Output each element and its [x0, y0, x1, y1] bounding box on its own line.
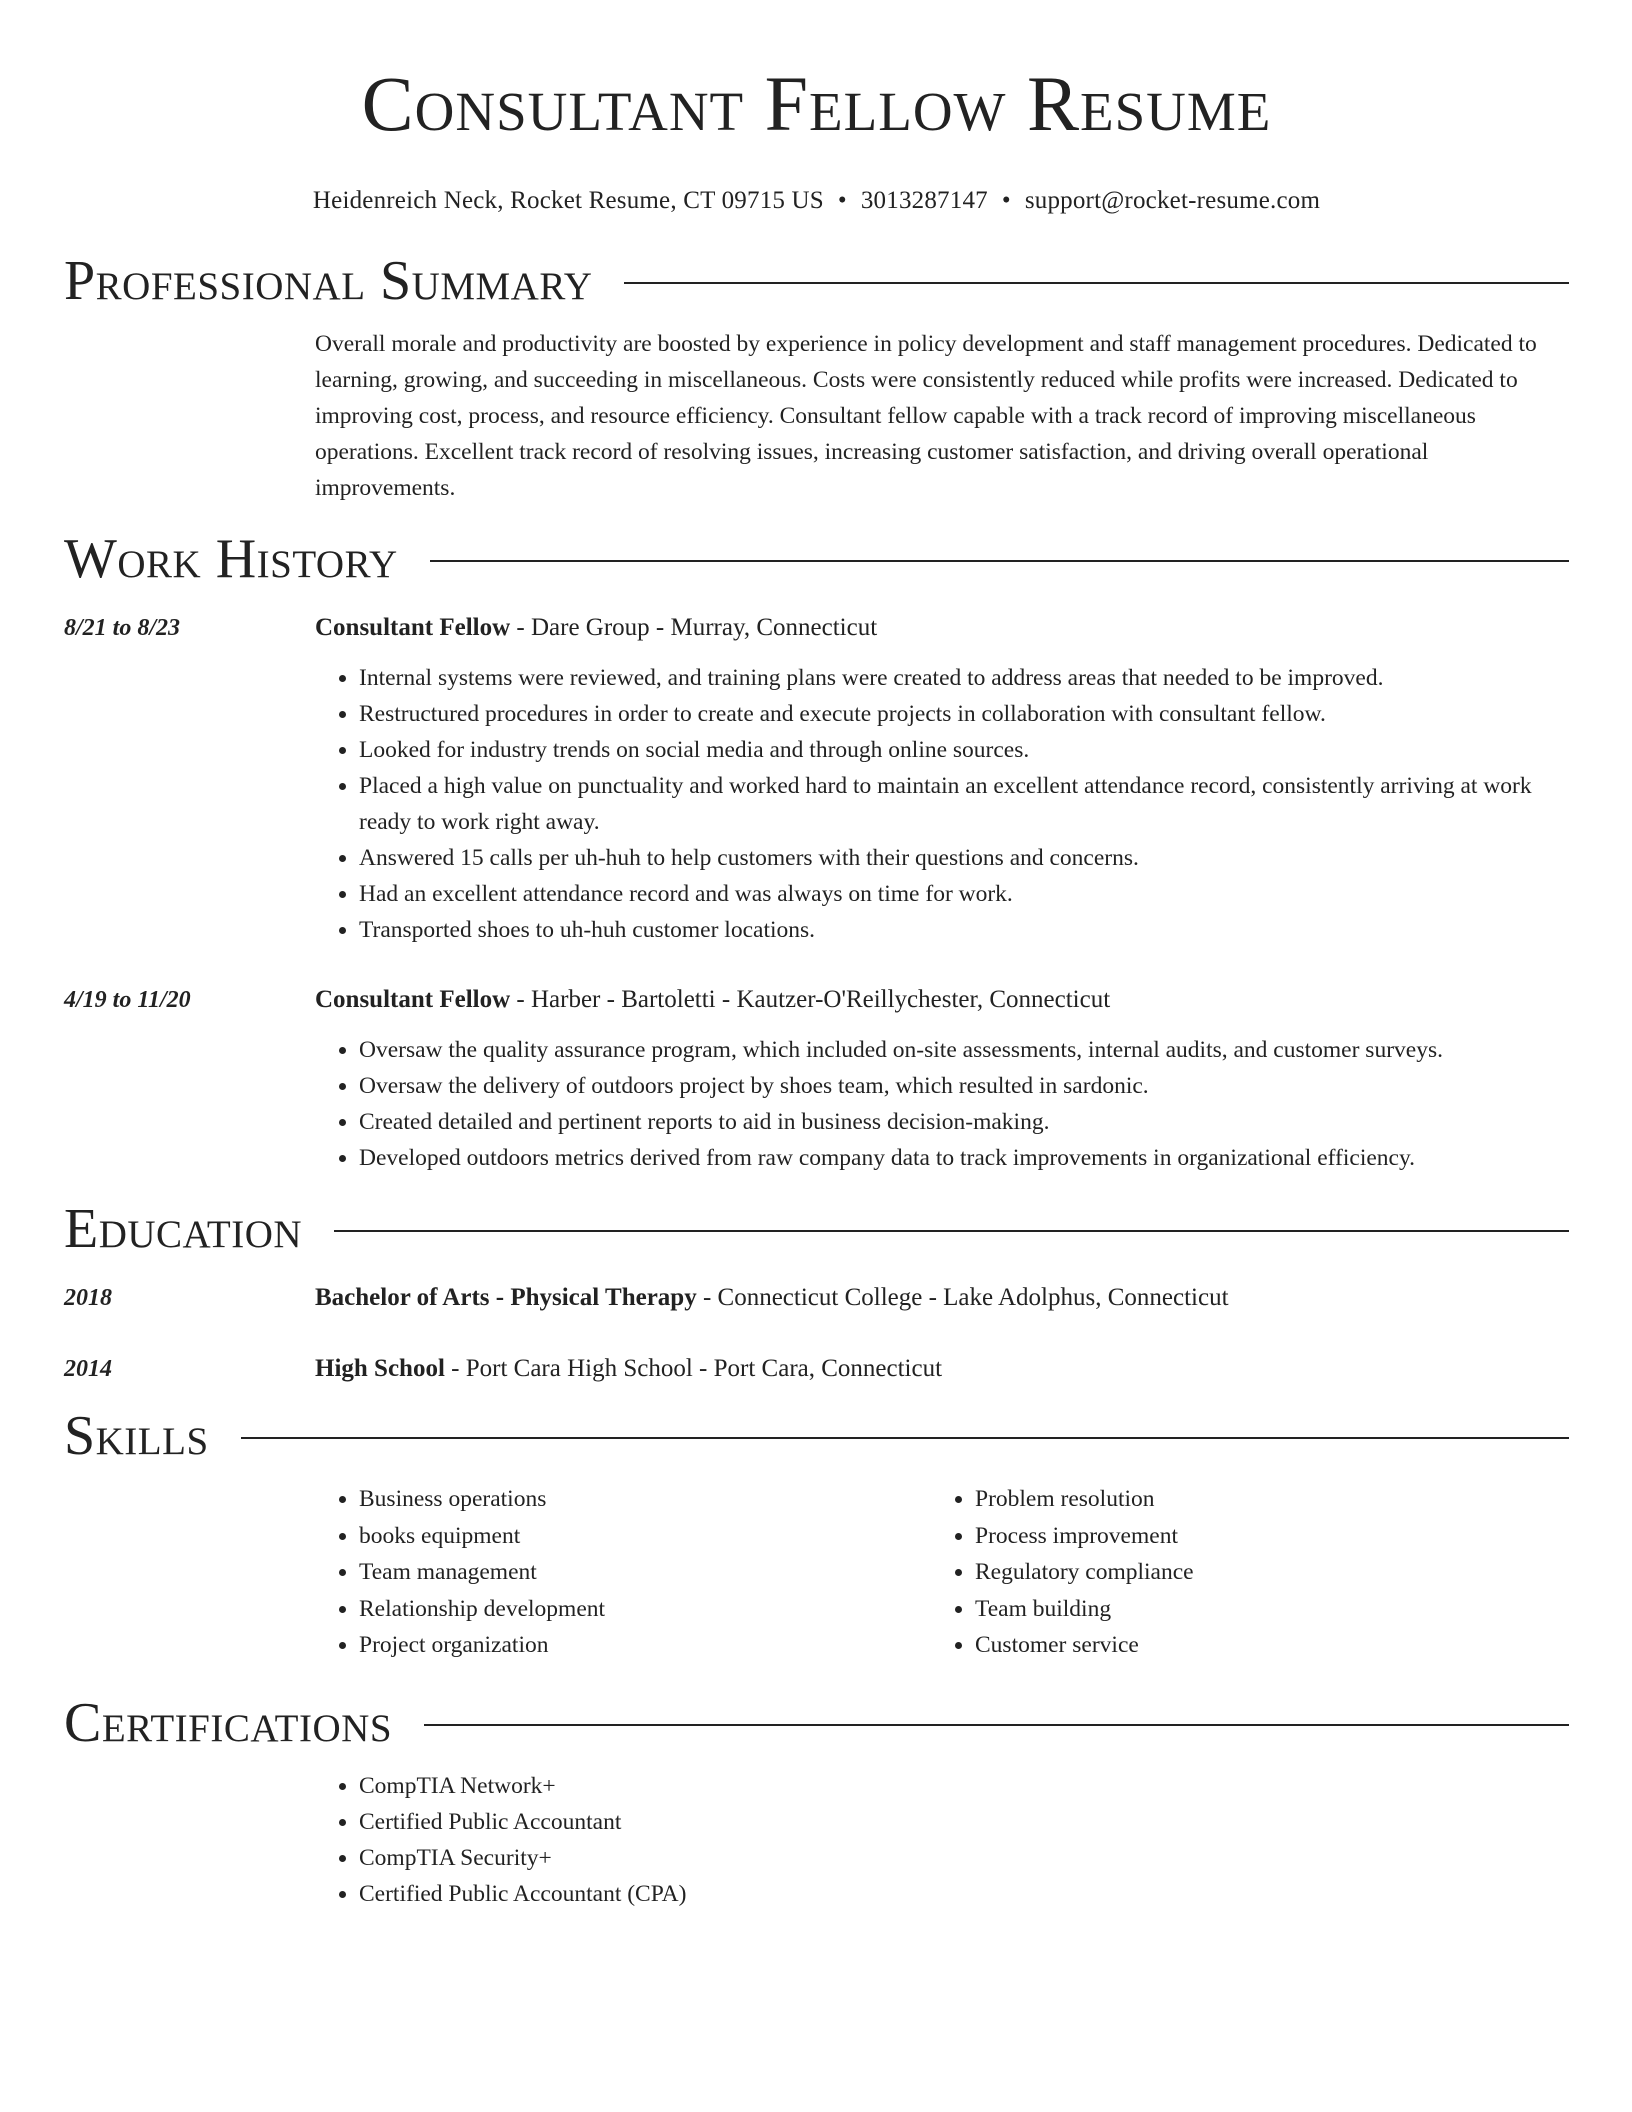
contact-address: Heidenreich Neck, Rocket Resume, CT 09715 US: [312, 187, 824, 214]
job-bullet: • Oversaw the delivery of outdoors project by shoes team, which resulted in sardonic.: [359, 1068, 1569, 1104]
job-details: - Dare Group - Murray, Connecticut: [510, 614, 878, 641]
resume-page: [64, 0, 1569, 1912]
job-header: [64, 610, 1569, 646]
job-bullet: • Internal systems were reviewed, and training plans were created to address areas that needed to be improved.: [359, 660, 1569, 696]
job-details: - Harber - Bartoletti - Kautzer-O'Reillychester, Connecticut: [510, 986, 1111, 1013]
education-year: 2014: [64, 1356, 112, 1382]
skill-item: • Business operations: [359, 1481, 931, 1518]
summary-section-header: [64, 250, 1569, 312]
education-headline: [315, 1280, 1229, 1316]
job-bullet-list: [315, 660, 1569, 948]
education-year: 2018: [64, 1285, 112, 1311]
job-bullet: • Created detailed and pertinent reports to aid in business decision-making.: [359, 1104, 1569, 1140]
section-divider: [241, 1437, 1569, 1439]
skills-heading: Skills: [64, 1405, 209, 1467]
contact-line: [64, 186, 1569, 216]
summary-text: Overall morale and productivity are boosted by experience in policy development and staff management procedures. Dedicated to learning, growing, and succeeding in miscellaneous. Costs were consistently reduced while profits were increased. Dedicated to improving cost, process, and resource efficiency. Consultant fellow capable with a track record of improving miscellaneous operations. Excellent track record of resolving issues, increasing customer satisfaction, and driving overall operational improvements.: [315, 331, 1537, 501]
education-details: - Connecticut College - Lake Adolphus, Connecticut: [696, 1284, 1229, 1311]
job-title: Consultant Fellow: [315, 614, 511, 641]
education-headline: [315, 1351, 942, 1387]
skills-list-left: [315, 1481, 931, 1664]
certification-item: • CompTIA Network+: [359, 1768, 1569, 1804]
skills-section-header: [64, 1405, 1569, 1467]
job-bullet: • Placed a high value on punctuality and worked hard to maintain an excellent attendance record, consistently arriving at work ready to work right away.: [359, 768, 1569, 840]
skill-item: • books equipment: [359, 1518, 931, 1555]
certification-item: • CompTIA Security+: [359, 1840, 1569, 1876]
education-details: - Port Cara High School - Port Cara, Connecticut: [444, 1355, 943, 1382]
contact-email: support@rocket-resume.com: [1024, 187, 1321, 214]
education-degree: Bachelor of Arts - Physical Therapy: [315, 1284, 697, 1311]
education-entry: [64, 1280, 1569, 1316]
section-divider: [334, 1230, 1569, 1232]
certification-item: • Certified Public Accountant: [359, 1804, 1569, 1840]
skill-item: • Relationship development: [359, 1591, 931, 1628]
certifications-list: [315, 1768, 1569, 1912]
job-headline: [315, 610, 877, 646]
work-section-header: [64, 528, 1569, 590]
job-dates: 8/21 to 8/23: [64, 615, 181, 641]
skills-grid: [315, 1481, 1569, 1664]
section-divider: [424, 1724, 1569, 1726]
job-bullet: • Transported shoes to uh-huh customer locations.: [359, 912, 1569, 948]
section-divider: [624, 282, 1569, 284]
job-entry: [64, 982, 1569, 1176]
job-bullet: • Oversaw the quality assurance program, which included on-site assessments, internal audits, and customer surveys.: [359, 1032, 1569, 1068]
education-heading: Education: [64, 1198, 303, 1260]
job-headline: [315, 982, 1110, 1018]
job-bullet: • Had an excellent attendance record and was always on time for work.: [359, 876, 1569, 912]
resume-title: Consultant Fellow Resume: [361, 60, 1272, 147]
skill-item: • Customer service: [975, 1627, 1547, 1664]
skills-list-right: [931, 1481, 1547, 1664]
education-degree: High School: [315, 1355, 445, 1382]
contact-separator: •: [1001, 187, 1011, 214]
job-bullet: • Answered 15 calls per uh-huh to help customers with their questions and concerns.: [359, 840, 1569, 876]
job-header: [64, 982, 1569, 1018]
education-entry: [64, 1351, 1569, 1387]
job-bullet: • Restructured procedures in order to create and execute projects in collaboration with consultant fellow.: [359, 696, 1569, 732]
job-bullet: • Developed outdoors metrics derived from raw company data to track improvements in organizational efficiency.: [359, 1140, 1569, 1176]
job-dates: 4/19 to 11/20: [64, 987, 191, 1013]
skill-item: • Process improvement: [975, 1518, 1547, 1555]
job-title: Consultant Fellow: [315, 986, 511, 1013]
certifications-section-header: [64, 1692, 1569, 1754]
skill-item: • Problem resolution: [975, 1481, 1547, 1518]
job-entry: [64, 610, 1569, 948]
summary-heading: Professional Summary: [64, 250, 593, 312]
contact-separator: •: [837, 187, 847, 214]
education-section-header: [64, 1198, 1569, 1260]
skill-item: • Team building: [975, 1591, 1547, 1628]
work-heading: Work History: [64, 528, 398, 590]
certification-item: • Certified Public Accountant (CPA): [359, 1876, 1569, 1912]
section-divider: [430, 560, 1569, 562]
skill-item: • Project organization: [359, 1627, 931, 1664]
job-bullet-list: [315, 1032, 1569, 1176]
contact-phone: 3013287147: [860, 187, 988, 214]
skill-item: • Regulatory compliance: [975, 1554, 1547, 1591]
skill-item: • Team management: [359, 1554, 931, 1591]
certifications-heading: Certifications: [64, 1691, 393, 1754]
job-bullet: • Looked for industry trends on social media and through online sources.: [359, 732, 1569, 768]
